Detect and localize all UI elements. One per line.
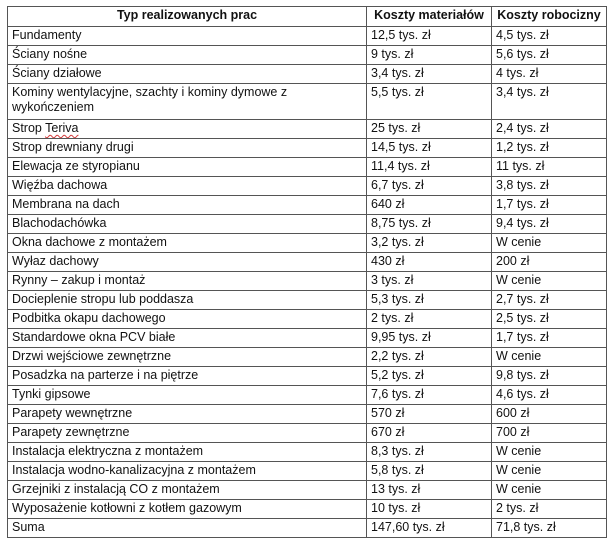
material-cost-cell: 9 tys. zł (367, 46, 492, 65)
work-type-cell: Ściany działowe (8, 65, 367, 84)
work-type-cell: Blachodachówka (8, 215, 367, 234)
material-cost-cell: 670 zł (367, 424, 492, 443)
labor-cost-cell: 9,4 tys. zł (492, 215, 607, 234)
table-row (8, 500, 607, 519)
table-row (8, 462, 607, 481)
table-row (8, 348, 607, 367)
labor-cost-cell: W cenie (492, 481, 607, 500)
table-row (8, 272, 607, 291)
table-row (8, 291, 607, 310)
work-type-cell: Tynki gipsowe (8, 386, 367, 405)
labor-cost-cell: 2,5 tys. zł (492, 310, 607, 329)
cost-table-container (7, 6, 607, 538)
labor-cost-cell: W cenie (492, 462, 607, 481)
material-cost-cell: 14,5 tys. zł (367, 139, 492, 158)
labor-cost-cell: 1,7 tys. zł (492, 329, 607, 348)
work-type-cell: Strop drewniany drugi (8, 139, 367, 158)
labor-cost-cell: 9,8 tys. zł (492, 367, 607, 386)
material-cost-cell: 13 tys. zł (367, 481, 492, 500)
labor-cost-cell: 71,8 tys. zł (492, 519, 607, 538)
table-row (8, 65, 607, 84)
labor-cost-cell: 200 zł (492, 253, 607, 272)
work-type-cell: Docieplenie stropu lub poddasza (8, 291, 367, 310)
material-cost-cell: 11,4 tys. zł (367, 158, 492, 177)
material-cost-cell: 8,3 tys. zł (367, 443, 492, 462)
material-cost-cell: 2,2 tys. zł (367, 348, 492, 367)
work-type-cell: Okna dachowe z montażem (8, 234, 367, 253)
material-cost-cell: 430 zł (367, 253, 492, 272)
labor-cost-cell: 600 zł (492, 405, 607, 424)
labor-cost-cell: 3,4 tys. zł (492, 84, 607, 120)
cost-table-header (8, 7, 607, 27)
material-cost-cell: 8,75 tys. zł (367, 215, 492, 234)
labor-cost-cell: W cenie (492, 272, 607, 291)
material-cost-cell: 2 tys. zł (367, 310, 492, 329)
work-type-cell: Więźba dachowa (8, 177, 367, 196)
table-row (8, 215, 607, 234)
header-material-cost: Koszty materiałów (367, 7, 492, 27)
labor-cost-cell: 2,4 tys. zł (492, 120, 607, 139)
work-type-cell: Podbitka okapu dachowego (8, 310, 367, 329)
work-type-cell: Elewacja ze styropianu (8, 158, 367, 177)
work-type-cell: Kominy wentylacyjne, szachty i kominy dymowe z wykończeniem (8, 84, 367, 120)
work-type-cell: Wyposażenie kotłowni z kotłem gazowym (8, 500, 367, 519)
work-type-cell: Strop Teriva (8, 120, 367, 139)
material-cost-cell: 6,7 tys. zł (367, 177, 492, 196)
work-type-cell: Fundamenty (8, 27, 367, 46)
table-row (8, 196, 607, 215)
header-work-type: Typ realizowanych prac (8, 7, 367, 27)
table-row (8, 443, 607, 462)
material-cost-cell: 5,5 tys. zł (367, 84, 492, 120)
table-row (8, 405, 607, 424)
table-row (8, 120, 607, 139)
material-cost-cell: 3,4 tys. zł (367, 65, 492, 84)
labor-cost-cell: W cenie (492, 234, 607, 253)
work-type-cell: Instalacja elektryczna z montażem (8, 443, 367, 462)
material-cost-cell: 5,3 tys. zł (367, 291, 492, 310)
material-cost-cell: 7,6 tys. zł (367, 386, 492, 405)
work-type-cell: Instalacja wodno-kanalizacyjna z montażem (8, 462, 367, 481)
work-type-cell: Wyłaz dachowy (8, 253, 367, 272)
table-row (8, 310, 607, 329)
table-row (8, 386, 607, 405)
labor-cost-cell: 700 zł (492, 424, 607, 443)
table-row (8, 27, 607, 46)
material-cost-cell: 147,60 tys. zł (367, 519, 492, 538)
labor-cost-cell: W cenie (492, 443, 607, 462)
work-type-cell: Suma (8, 519, 367, 538)
material-cost-cell: 25 tys. zł (367, 120, 492, 139)
table-row (8, 367, 607, 386)
work-type-cell: Parapety zewnętrzne (8, 424, 367, 443)
labor-cost-cell: 5,6 tys. zł (492, 46, 607, 65)
material-cost-cell: 5,2 tys. zł (367, 367, 492, 386)
material-cost-cell: 3 tys. zł (367, 272, 492, 291)
table-row (8, 139, 607, 158)
material-cost-cell: 10 tys. zł (367, 500, 492, 519)
table-row (8, 234, 607, 253)
work-type-cell: Posadzka na parterze i na piętrze (8, 367, 367, 386)
work-type-cell: Membrana na dach (8, 196, 367, 215)
table-row (8, 424, 607, 443)
material-cost-cell: 5,8 tys. zł (367, 462, 492, 481)
material-cost-cell: 3,2 tys. zł (367, 234, 492, 253)
labor-cost-cell: 4 tys. zł (492, 65, 607, 84)
material-cost-cell: 640 zł (367, 196, 492, 215)
table-row (8, 253, 607, 272)
labor-cost-cell: 4,5 tys. zł (492, 27, 607, 46)
header-labor-cost: Koszty robocizny (492, 7, 607, 27)
labor-cost-cell: 1,7 tys. zł (492, 196, 607, 215)
labor-cost-cell: W cenie (492, 348, 607, 367)
work-type-cell: Rynny – zakup i montaż (8, 272, 367, 291)
material-cost-cell: 9,95 tys. zł (367, 329, 492, 348)
labor-cost-cell: 3,8 tys. zł (492, 177, 607, 196)
labor-cost-cell: 1,2 tys. zł (492, 139, 607, 158)
work-type-cell: Parapety wewnętrzne (8, 405, 367, 424)
table-row (8, 46, 607, 65)
table-row (8, 158, 607, 177)
table-row (8, 177, 607, 196)
labor-cost-cell: 11 tys. zł (492, 158, 607, 177)
labor-cost-cell: 4,6 tys. zł (492, 386, 607, 405)
spellcheck-word: Teriva (45, 121, 79, 135)
work-type-cell: Ściany nośne (8, 46, 367, 65)
work-type-cell: Grzejniki z instalacją CO z montażem (8, 481, 367, 500)
total-row (8, 519, 607, 538)
table-row (8, 84, 607, 120)
work-type-cell: Drzwi wejściowe zewnętrzne (8, 348, 367, 367)
table-row (8, 481, 607, 500)
cost-table (7, 6, 607, 538)
labor-cost-cell: 2 tys. zł (492, 500, 607, 519)
material-cost-cell: 12,5 tys. zł (367, 27, 492, 46)
work-type-cell: Standardowe okna PCV białe (8, 329, 367, 348)
cost-table-body (8, 27, 607, 538)
header-row (8, 7, 607, 27)
table-row (8, 329, 607, 348)
labor-cost-cell: 2,7 tys. zł (492, 291, 607, 310)
material-cost-cell: 570 zł (367, 405, 492, 424)
